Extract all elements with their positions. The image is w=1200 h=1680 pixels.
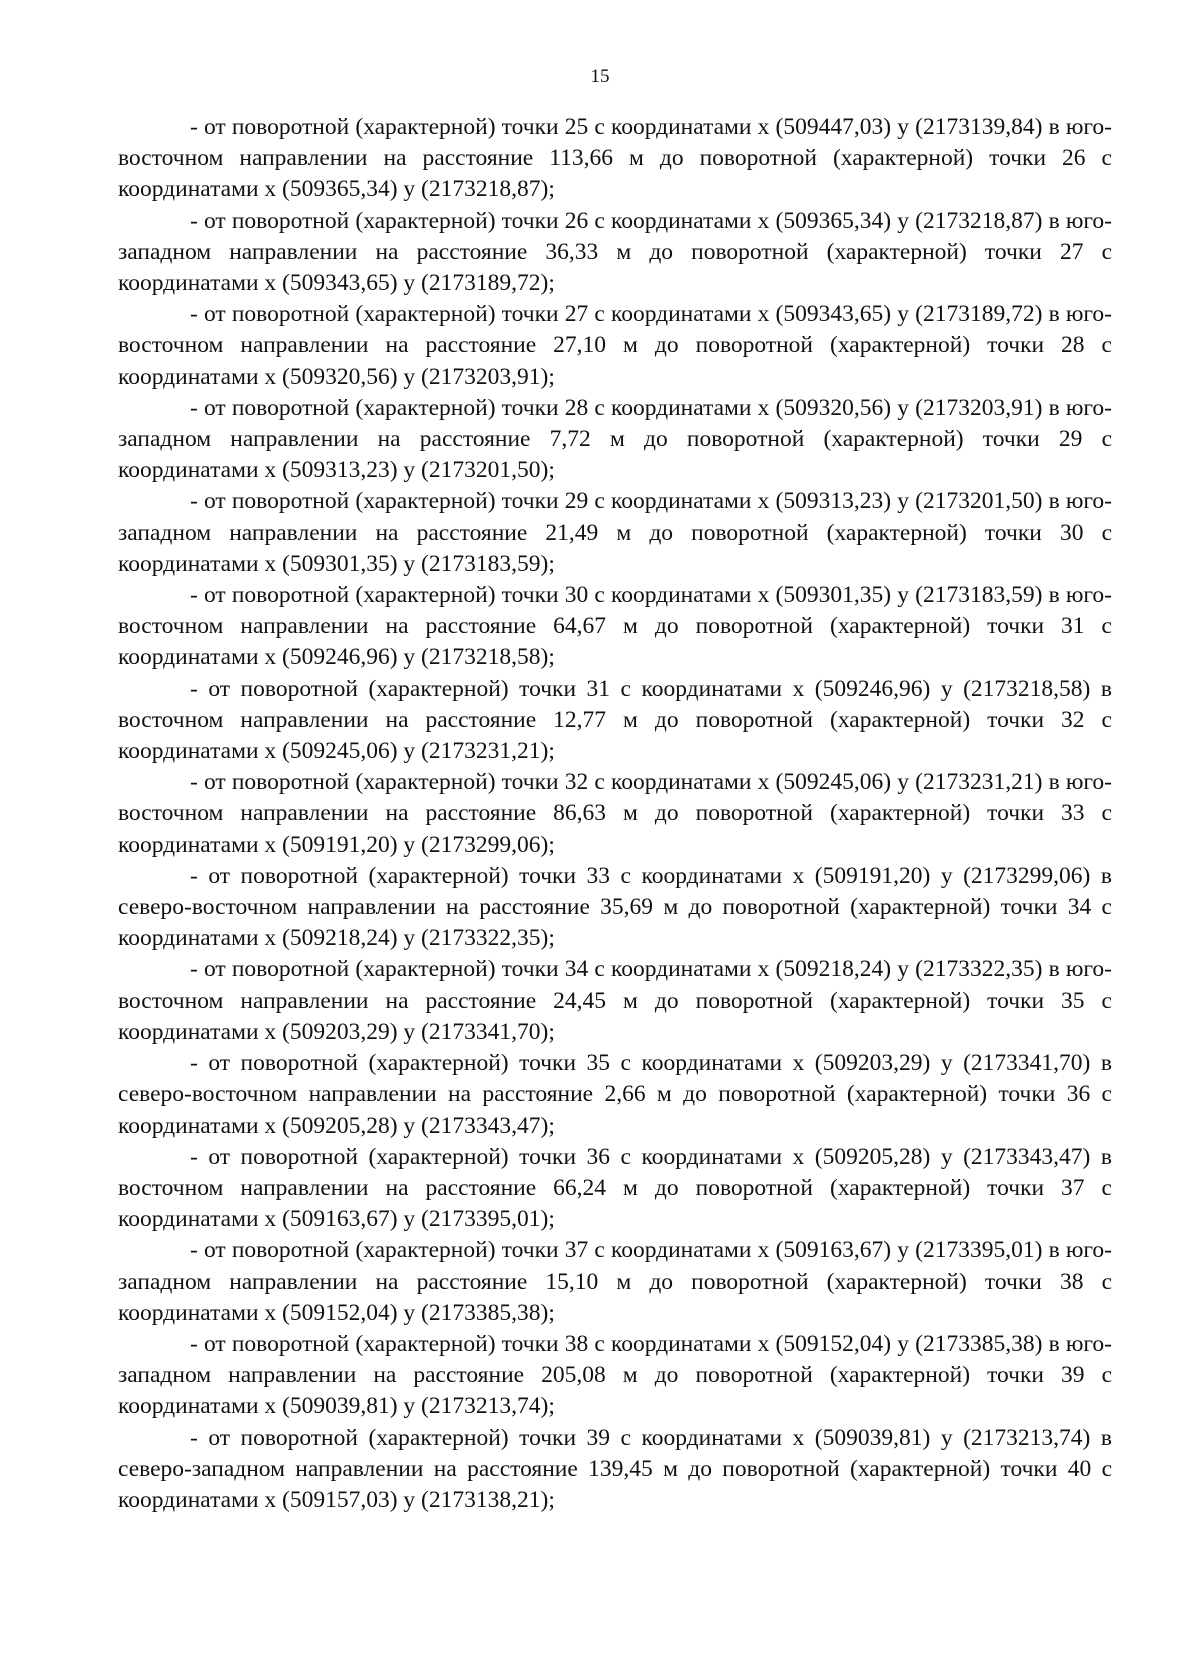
paragraph-point-39: - от поворотной (характерной) точки 39 с координатами х (509039,81) у (2173213,74) в северо-западном направлении на расстояние 139,45 м до поворотной (характерной) точки 40 с координатами х (509157,03) у (2173138,21); bbox=[118, 1424, 1112, 1513]
paragraph-point-26: - от поворотной (характерной) точки 26 с координатами х (509365,34) у (2173218,87) в юго-западном направлении на расстояние 36,33 м до поворотной (характерной) точки 27 с координатами х (509343,65) у (2173189,72); bbox=[118, 207, 1112, 297]
document-body bbox=[118, 112, 1112, 1516]
paragraph-point-35: - от поворотной (характерной) точки 35 с координатами х (509203,29) у (2173341,70) в северо-восточном направлении на расстояние 2,66 м до поворотной (характерной) точки 36 с координатами х (509205,28) у (2173343,47); bbox=[118, 1050, 1112, 1139]
paragraph-point-30: - от поворотной (характерной) точки 30 с координатами х (509301,35) у (2173183,59) в юго-восточном направлении на расстояние 64,67 м до поворотной (характерной) точки 31 с координатами х (509246,96) у (2173218,58); bbox=[118, 582, 1112, 671]
paragraph-point-27: - от поворотной (характерной) точки 27 с координатами х (509343,65) у (2173189,72) в юго-восточном направлении на расстояние 27,10 м до поворотной (характерной) точки 28 с координатами х (509320,56) у (2173203,91); bbox=[118, 301, 1112, 390]
paragraph-point-38: - от поворотной (характерной) точки 38 с координатами х (509152,04) у (2173385,38) в юго-западном направлении на расстояние 205,08 м до поворотной (характерной) точки 39 с координатами х (509039,81) у (2173213,74); bbox=[118, 1330, 1112, 1420]
paragraph-point-28: - от поворотной (характерной) точки 28 с координатами х (509320,56) у (2173203,91) в юго-западном направлении на расстояние 7,72 м до поворотной (характерной) точки 29 с координатами х (509313,23) у (2173201,50); bbox=[118, 394, 1112, 484]
paragraph-point-36: - от поворотной (характерной) точки 36 с координатами х (509205,28) у (2173343,47) в восточном направлении на расстояние 66,24 м до поворотной (характерной) точки 37 с координатами х (509163,67) у (2173395,01); bbox=[118, 1143, 1112, 1233]
page-number: 15 bbox=[590, 66, 610, 87]
paragraph-point-29: - от поворотной (характерной) точки 29 с координатами х (509313,23) у (2173201,50) в юго-западном направлении на расстояние 21,49 м до поворотной (характерной) точки 30 с координатами х (509301,35) у (2173183,59); bbox=[118, 488, 1112, 577]
paragraph-point-32: - от поворотной (характерной) точки 32 с координатами х (509245,06) у (2173231,21) в юго-восточном направлении на расстояние 86,63 м до поворотной (характерной) точки 33 с координатами х (509191,20) у (2173299,06); bbox=[118, 769, 1112, 858]
paragraph-point-37: - от поворотной (характерной) точки 37 с координатами х (509163,67) у (2173395,01) в юго-западном направлении на расстояние 15,10 м до поворотной (характерной) точки 38 с координатами х (509152,04) у (2173385,38); bbox=[118, 1237, 1112, 1326]
paragraph-point-31: - от поворотной (характерной) точки 31 с координатами х (509246,96) у (2173218,58) в восточном направлении на расстояние 12,77 м до поворотной (характерной) точки 32 с координатами х (509245,06) у (2173231,21); bbox=[118, 675, 1112, 765]
paragraph-point-33: - от поворотной (характерной) точки 33 с координатами х (509191,20) у (2173299,06) в северо-восточном направлении на расстояние 35,69 м до поворотной (характерной) точки 34 с координатами х (509218,24) у (2173322,35); bbox=[118, 862, 1112, 952]
paragraph-point-25: - от поворотной (характерной) точки 25 с координатами х (509447,03) у (2173139,84) в юго-восточном направлении на расстояние 113,66 м до поворотной (характерной) точки 26 с координатами х (509365,34) у (2173218,87); bbox=[118, 114, 1112, 203]
paragraph-point-34: - от поворотной (характерной) точки 34 с координатами х (509218,24) у (2173322,35) в юго-восточном направлении на расстояние 24,45 м до поворотной (характерной) точки 35 с координатами х (509203,29) у (2173341,70); bbox=[118, 956, 1112, 1045]
